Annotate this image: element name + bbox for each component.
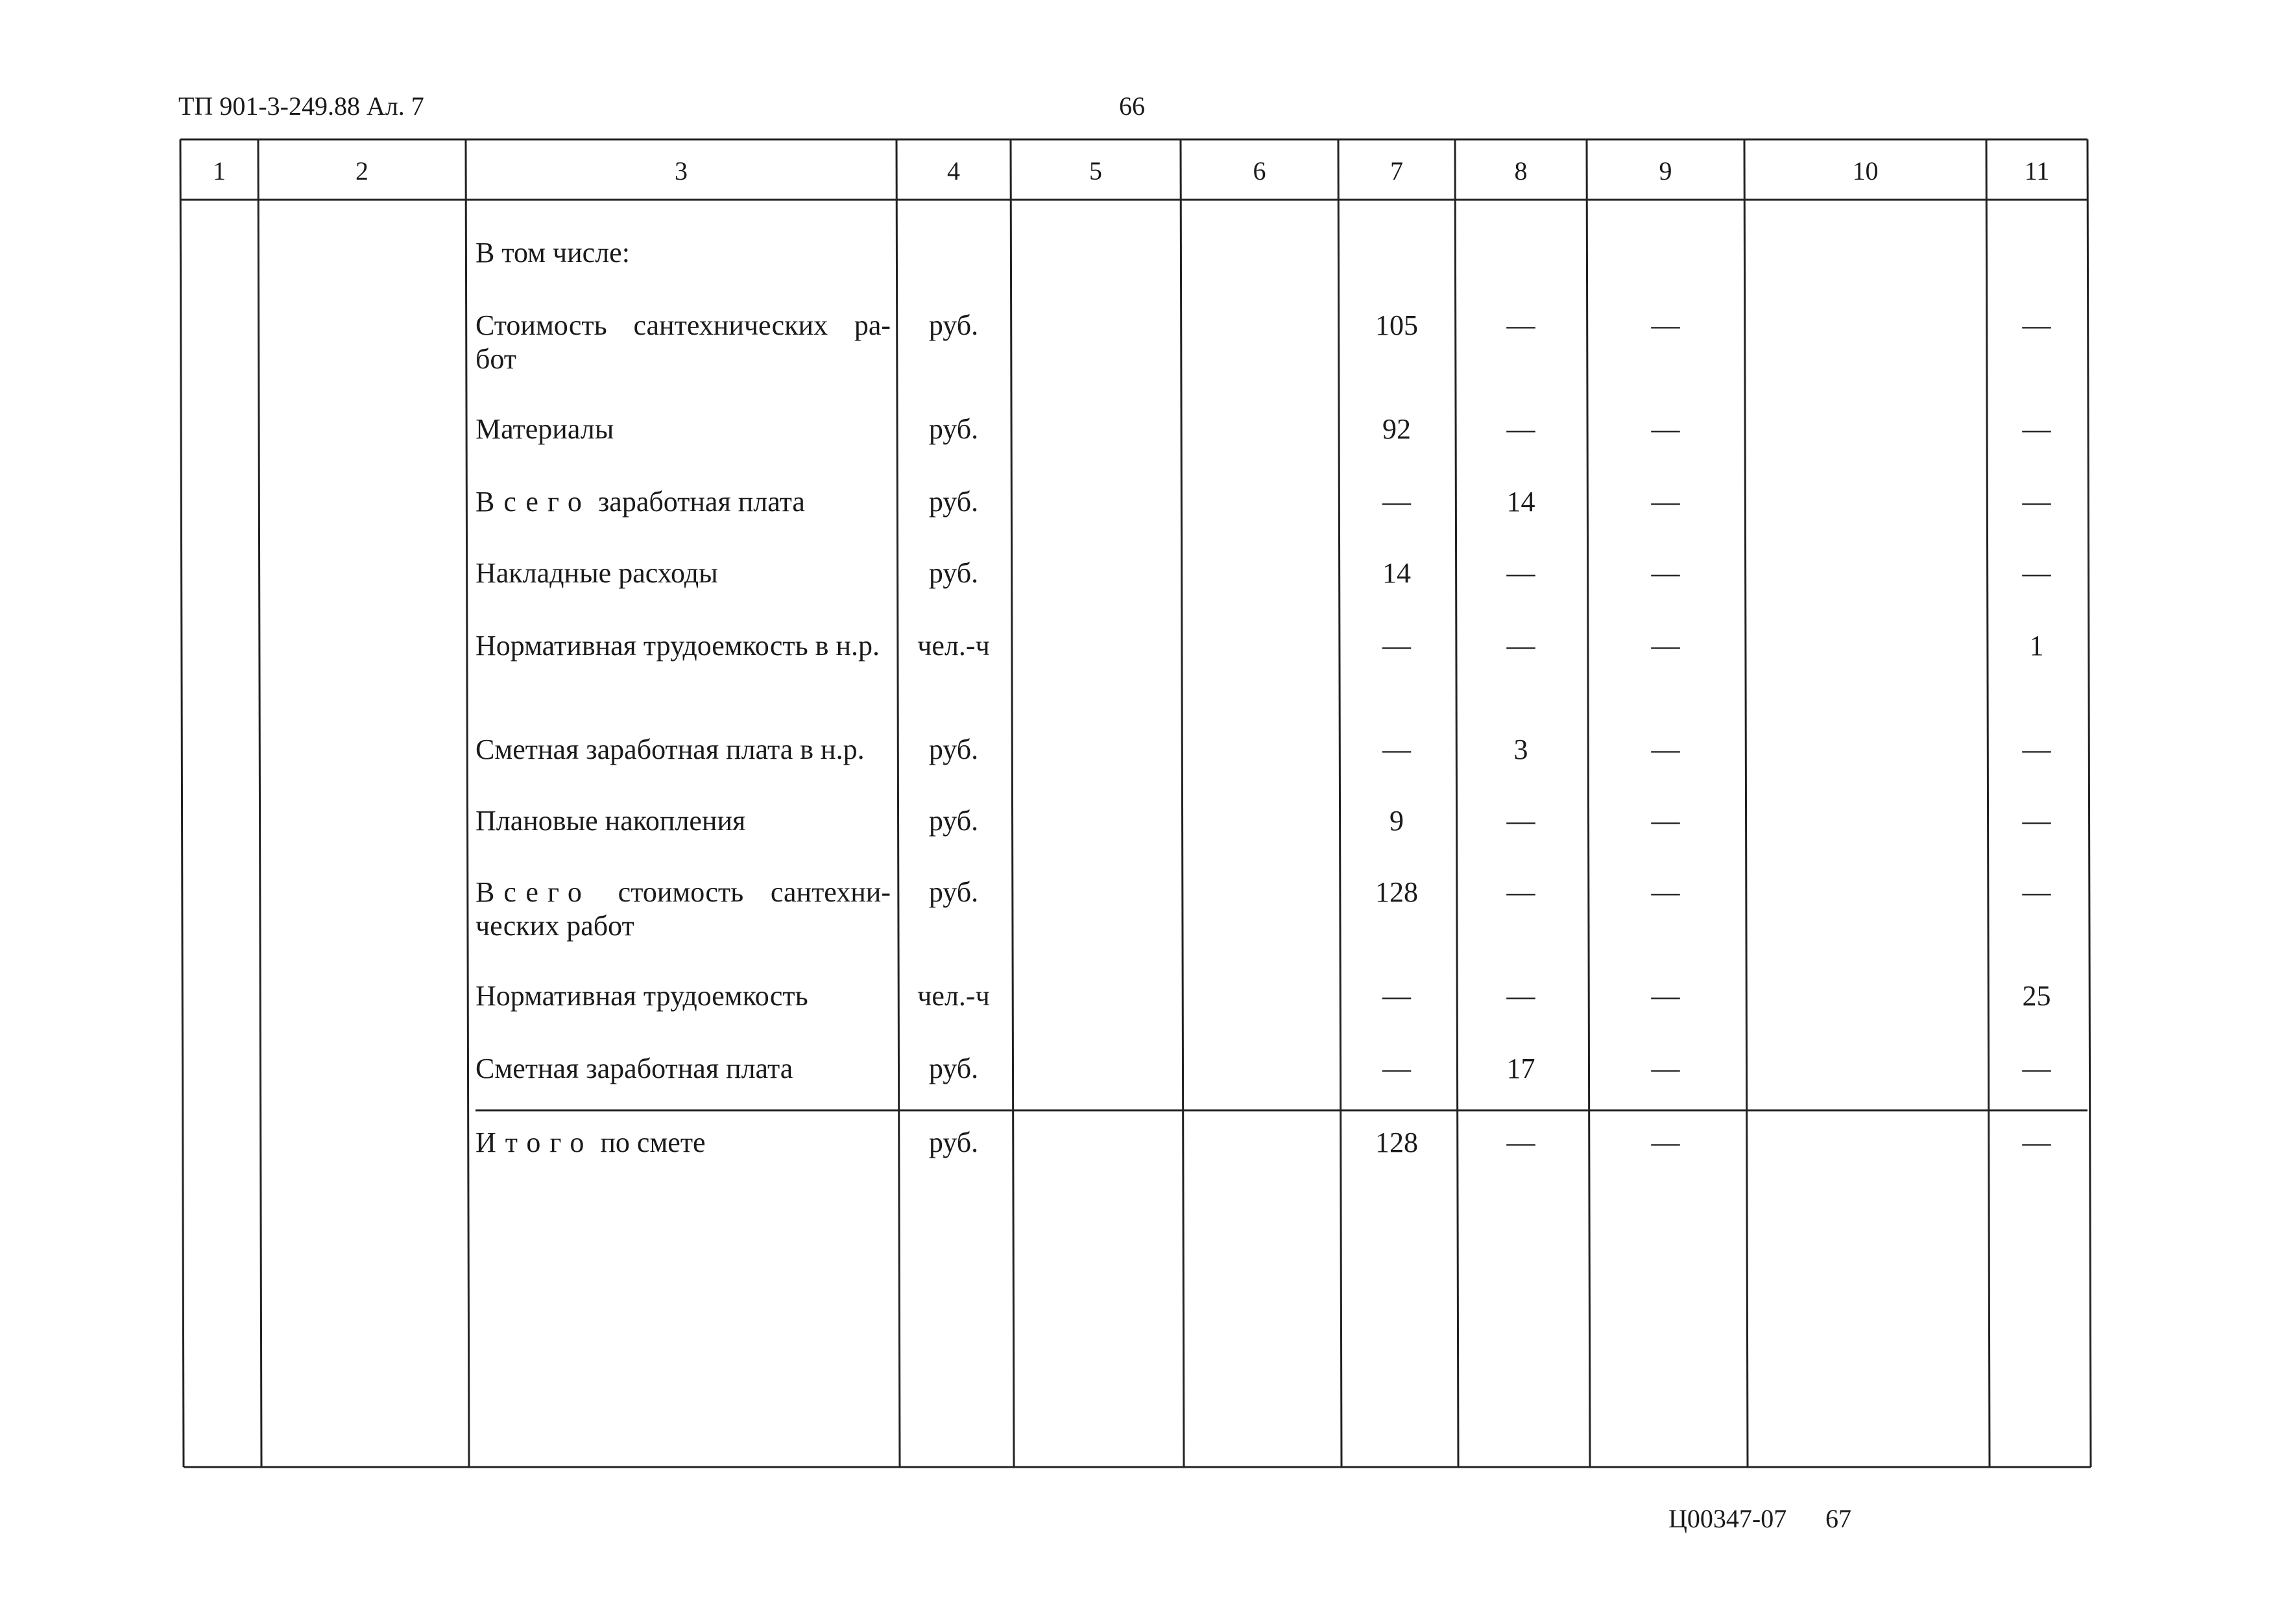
row-col9-value: — (1651, 413, 1680, 445)
row-unit: руб. (928, 486, 979, 518)
row-col7-value: — (1382, 1053, 1411, 1084)
row-col7-value: — (1382, 486, 1411, 518)
column-number: 6 (1253, 156, 1266, 185)
row-unit: руб. (928, 309, 979, 341)
row-col9-value: — (1651, 486, 1680, 518)
row-unit: руб. (928, 413, 979, 445)
row-col7-value: — (1382, 980, 1411, 1012)
row-col11-value: — (2022, 413, 2051, 445)
sheet-number: 66 (1119, 91, 1145, 121)
row-description: Сметная заработная плата в н.р. (475, 734, 865, 765)
column-number: 10 (1852, 156, 1879, 185)
row-col9-value: — (1651, 309, 1680, 341)
row-description-emphasis: Всего (475, 486, 591, 518)
document-code: ТП 901-3-249.88 Ал. 7 (178, 91, 424, 121)
row-col11-value: — (2022, 1127, 2051, 1158)
row-col8-value: — (1506, 805, 1535, 837)
row-col8-value: — (1506, 876, 1535, 908)
column-number: 2 (355, 156, 368, 185)
row-col9-value: — (1651, 1127, 1680, 1158)
row-description-text: стоимость сантехни-ческих работ (475, 876, 891, 942)
column-number: 7 (1390, 156, 1403, 185)
row-unit: чел.-ч (917, 630, 990, 662)
row-col9-value: — (1651, 1053, 1680, 1084)
row-col11-value: — (2022, 734, 2051, 765)
row-col7-value: 92 (1382, 413, 1411, 445)
row-col7-value: 128 (1375, 1127, 1418, 1158)
row-description: Сметная заработная плата (475, 1053, 793, 1084)
column-number: 1 (213, 156, 226, 185)
row-col11-value: — (2022, 557, 2051, 589)
row-col8-value: — (1506, 557, 1535, 589)
footer-page-number: 67 (1825, 1504, 1851, 1533)
row-col11-value: 25 (2022, 980, 2051, 1012)
row-unit: руб. (928, 876, 979, 908)
row-col8-value: — (1506, 1127, 1535, 1158)
row-col8-value: — (1506, 309, 1535, 341)
column-number: 8 (1514, 156, 1528, 185)
row-col7-value: 128 (1375, 876, 1418, 908)
row-col11-value: 1 (2029, 630, 2044, 662)
row-description (475, 485, 891, 519)
row-col8-value: 3 (1513, 734, 1528, 765)
row-col11-value: — (2022, 486, 2051, 518)
row-col9-value: — (1651, 876, 1680, 908)
row-col11-value: — (2022, 309, 2051, 341)
row-unit: чел.-ч (917, 980, 990, 1012)
row-col8-value: — (1506, 413, 1535, 445)
row-col11-value: — (2022, 805, 2051, 837)
row-unit: руб. (928, 557, 979, 589)
row-col9-value: — (1651, 557, 1680, 589)
row-description: Нормативная трудоемкость (475, 980, 808, 1012)
row-col7-value: 105 (1375, 309, 1418, 341)
footer-code: Ц00347-07 (1668, 1504, 1787, 1533)
column-number: 3 (675, 156, 688, 185)
row-unit: руб. (928, 1127, 979, 1158)
row-col11-value: — (2022, 876, 2051, 908)
row-col9-value: — (1651, 734, 1680, 765)
row-description (475, 1126, 891, 1160)
row-col11-value: — (2022, 1053, 2051, 1084)
row-description-text: заработная плата (597, 486, 805, 518)
row-unit: руб. (928, 734, 979, 765)
row-col9-value: — (1651, 980, 1680, 1012)
row-col7-value: 9 (1390, 805, 1404, 837)
row-description-emphasis: Итого (475, 1127, 594, 1158)
row-description: Плановые накопления (475, 805, 746, 837)
column-number: 5 (1089, 156, 1102, 185)
column-number: 4 (947, 156, 960, 185)
row-description: Материалы (475, 413, 614, 445)
row-description: Стоимость сантехнических ра-бот (475, 309, 891, 375)
row-col7-value: 14 (1382, 557, 1411, 589)
row-description: Накладные расходы (475, 557, 718, 589)
column-number: 11 (2024, 156, 2050, 185)
row-col8-value: 17 (1506, 1053, 1535, 1084)
row-description-emphasis: Всего (475, 876, 591, 908)
row-col8-value: 14 (1506, 486, 1535, 518)
row-col7-value: — (1382, 734, 1411, 765)
row-col8-value: — (1506, 630, 1535, 662)
row-description: В том числе: (475, 237, 630, 269)
row-description: Нормативная трудоемкость в н.р. (475, 630, 880, 662)
row-col9-value: — (1651, 630, 1680, 662)
row-description-text: по смете (600, 1127, 706, 1158)
row-col7-value: — (1382, 630, 1411, 662)
row-description (475, 876, 891, 943)
column-number: 9 (1659, 156, 1672, 185)
row-unit: руб. (928, 805, 979, 837)
row-unit: руб. (928, 1053, 979, 1084)
row-col8-value: — (1506, 980, 1535, 1012)
row-col9-value: — (1651, 805, 1680, 837)
